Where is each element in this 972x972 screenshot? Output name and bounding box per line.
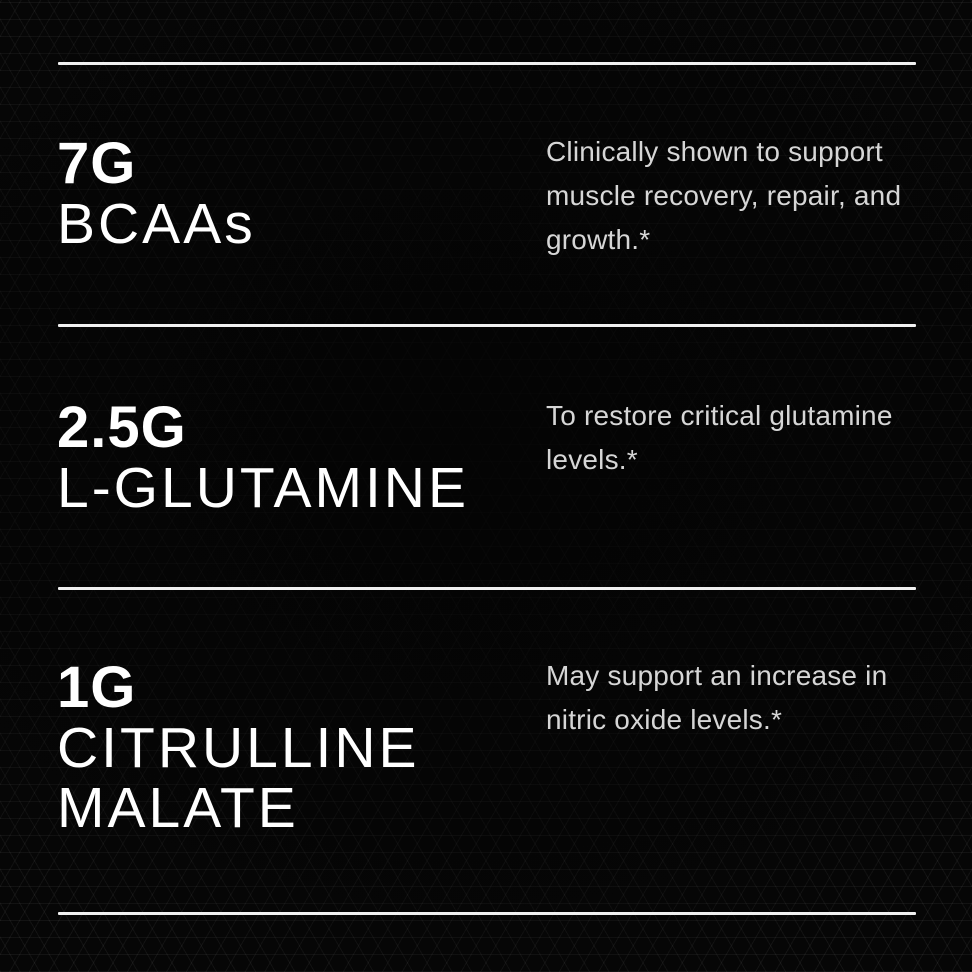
divider-middle-2 — [58, 587, 916, 590]
ingredient-heading — [57, 395, 519, 520]
ingredient-description: Clinically shown to support muscle recovery, repair, and growth.* — [546, 136, 902, 255]
ingredient-amount: 1G — [57, 655, 137, 720]
ingredient-description: To restore critical glutamine levels.* — [546, 400, 893, 475]
divider-middle-1 — [58, 324, 916, 327]
ingredient-description: May support an increase in nitric oxide levels.* — [546, 660, 888, 735]
divider-bottom — [58, 912, 916, 915]
ingredient-heading — [57, 655, 519, 840]
divider-top — [58, 62, 916, 65]
ingredient-heading — [57, 131, 519, 256]
ingredient-name: BCAAs — [57, 192, 256, 256]
ingredient-name: L-GLUTAMINE — [57, 456, 469, 520]
ingredient-amount: 2.5G — [57, 395, 187, 460]
ingredient-amount: 7G — [57, 131, 137, 196]
ingredient-name: CITRULLINE MALATE — [57, 716, 420, 840]
